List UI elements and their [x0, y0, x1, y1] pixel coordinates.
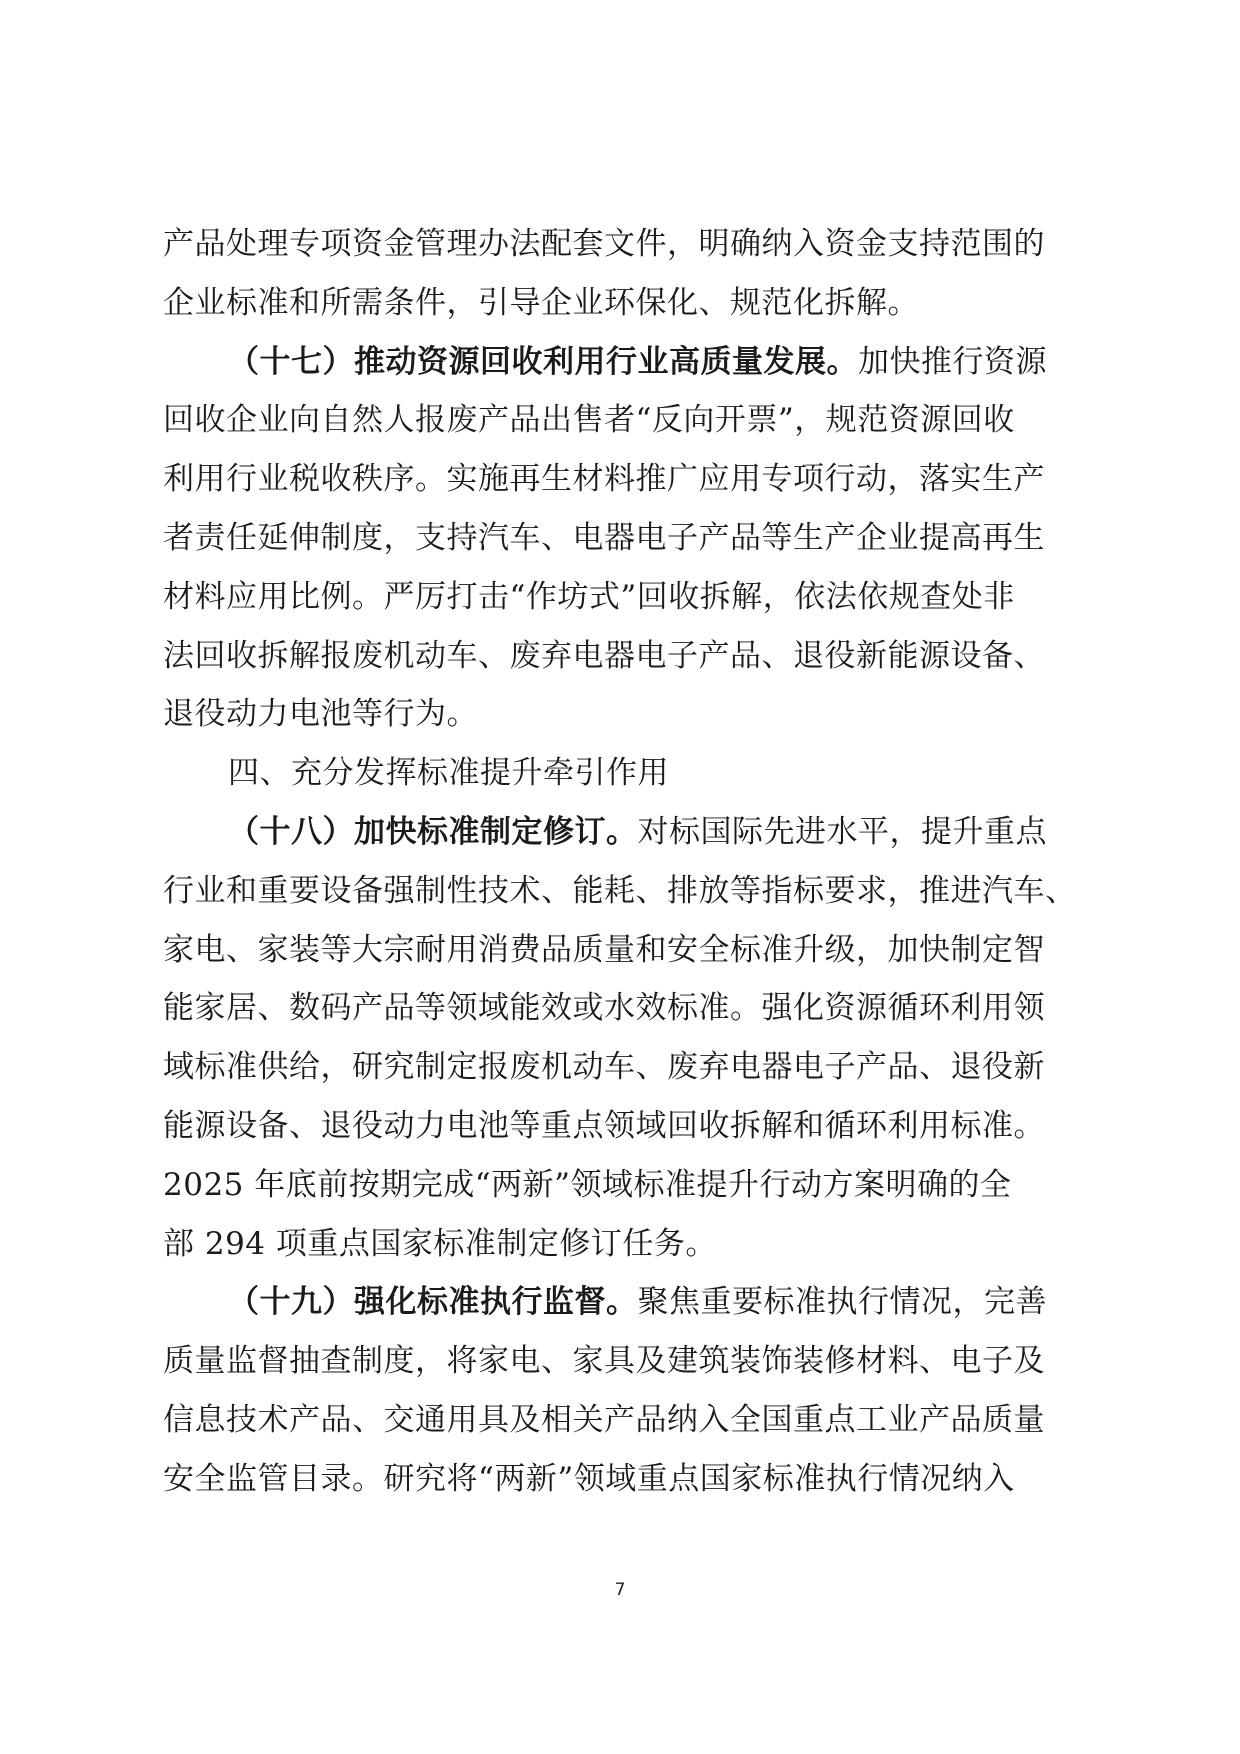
paragraph-17-title: （十七）推动资源回收利用行业高质量发展。	[228, 344, 858, 380]
body-line: 回收企业向自然人报废产品出售者“反向开票”，规范资源回收	[163, 402, 1015, 438]
paragraph-18-title: （十八）加快标准制定修订。	[228, 814, 638, 850]
body-line: 安全监管目录。研究将“两新”领域重点国家标准执行情况纳入	[163, 1461, 1015, 1497]
body-line: 产品处理专项资金管理办法配套文件，明确纳入资金支持范围的	[163, 226, 1045, 262]
body-line: 退役动力电池等行为。	[163, 696, 478, 732]
body-line: 行业和重要设备强制性技术、能耗、排放等指标要求，推进汽车、	[163, 873, 1077, 909]
body-line: 利用行业税收秩序。实施再生材料推广应用专项行动，落实生产	[163, 461, 1045, 497]
paragraph-17-first-line	[228, 342, 1083, 382]
body-line: 法回收拆解报废机动车、废弃电器电子产品、退役新能源设备、	[163, 638, 1045, 674]
body-line: 企业标准和所需条件，引导企业环保化、规范化拆解。	[163, 285, 919, 321]
page-number: 7	[614, 1580, 626, 1600]
body-line: 2025 年底前按期完成“两新”领域标准提升行动方案明确的全	[163, 1167, 1012, 1203]
paragraph-18-first-line	[228, 812, 1083, 852]
section-heading: 四、充分发挥标准提升牵引作用	[228, 755, 669, 791]
body-line: 者责任延伸制度，支持汽车、电器电子产品等生产企业提高再生	[163, 520, 1045, 556]
paragraph-17-text: 加快推行资源	[858, 344, 1047, 380]
body-line: 能家居、数码产品等领域能效或水效标准。强化资源循环利用领	[163, 990, 1045, 1026]
body-line: 家电、家装等大宗耐用消费品质量和安全标准升级，加快制定智	[163, 932, 1045, 968]
body-line: 能源设备、退役动力电池等重点领域回收拆解和循环利用标准。	[163, 1108, 1045, 1144]
body-line: 域标准供给，研究制定报废机动车、废弃电器电子产品、退役新	[163, 1049, 1045, 1085]
paragraph-19-text: 聚焦重要标准执行情况，完善	[637, 1284, 1047, 1320]
body-line: 材料应用比例。严厉打击“作坊式”回收拆解，依法依规查处非	[163, 579, 1015, 615]
body-line: 信息技术产品、交通用具及相关产品纳入全国重点工业产品质量	[163, 1402, 1045, 1438]
paragraph-19-first-line	[228, 1282, 1083, 1322]
paragraph-18-text: 对标国际先进水平，提升重点	[637, 814, 1047, 850]
paragraph-19-title: （十九）强化标准执行监督。	[228, 1284, 638, 1320]
body-line: 部 294 项重点国家标准制定修订任务。	[163, 1226, 717, 1262]
body-line: 质量监督抽查制度，将家电、家具及建筑装饰装修材料、电子及	[163, 1343, 1045, 1379]
